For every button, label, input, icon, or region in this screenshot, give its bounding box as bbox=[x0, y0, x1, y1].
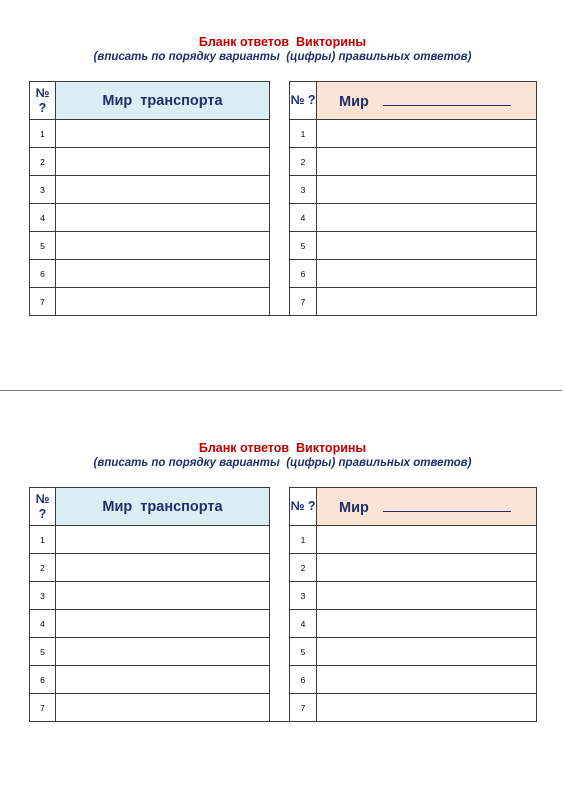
right-row-number: 6 bbox=[290, 260, 317, 288]
column-gap bbox=[270, 488, 290, 526]
right-answer-cell[interactable] bbox=[317, 288, 537, 316]
table-row bbox=[30, 638, 537, 666]
column-gap bbox=[270, 232, 290, 260]
right-answer-cell[interactable] bbox=[317, 148, 537, 176]
right-row-number: 5 bbox=[290, 232, 317, 260]
table-row bbox=[30, 582, 537, 610]
left-num-header: № ? bbox=[30, 82, 56, 120]
column-gap bbox=[270, 82, 290, 120]
table-row bbox=[30, 176, 537, 204]
table-row bbox=[30, 554, 537, 582]
column-gap bbox=[270, 288, 290, 316]
left-row-number: 3 bbox=[30, 176, 56, 204]
right-row-number: 3 bbox=[290, 582, 317, 610]
left-answer-cell[interactable] bbox=[56, 638, 270, 666]
table-row bbox=[30, 526, 537, 554]
right-row-number: 2 bbox=[290, 148, 317, 176]
left-answer-cell[interactable] bbox=[56, 260, 270, 288]
column-gap bbox=[270, 148, 290, 176]
right-answer-cell[interactable] bbox=[317, 610, 537, 638]
right-answer-cell[interactable] bbox=[317, 232, 537, 260]
column-gap bbox=[270, 666, 290, 694]
topic-blank-line[interactable] bbox=[383, 498, 511, 512]
right-num-header: № ? bbox=[290, 488, 317, 526]
cut-line-divider bbox=[0, 390, 562, 391]
left-answer-cell[interactable] bbox=[56, 526, 270, 554]
left-heading: Мир транспорта bbox=[56, 82, 270, 120]
column-gap bbox=[270, 120, 290, 148]
right-row-number: 3 bbox=[290, 176, 317, 204]
left-row-number: 2 bbox=[30, 554, 56, 582]
left-row-number: 3 bbox=[30, 582, 56, 610]
left-answer-cell[interactable] bbox=[56, 232, 270, 260]
right-heading-label: Мир bbox=[339, 499, 369, 516]
right-row-number: 6 bbox=[290, 666, 317, 694]
right-row-number: 7 bbox=[290, 694, 317, 722]
answer-table bbox=[29, 487, 537, 722]
right-answer-cell[interactable] bbox=[317, 120, 537, 148]
left-row-number: 4 bbox=[30, 204, 56, 232]
right-answer-cell[interactable] bbox=[317, 176, 537, 204]
table-row bbox=[30, 204, 537, 232]
left-row-number: 4 bbox=[30, 610, 56, 638]
table-row bbox=[30, 288, 537, 316]
left-answer-cell[interactable] bbox=[56, 610, 270, 638]
right-row-number: 1 bbox=[290, 526, 317, 554]
form-subtitle: (вписать по порядку варианты (цифры) правильных ответов) bbox=[93, 51, 472, 63]
right-answer-cell[interactable] bbox=[317, 554, 537, 582]
right-answer-cell[interactable] bbox=[317, 526, 537, 554]
left-answer-cell[interactable] bbox=[56, 666, 270, 694]
left-row-number: 5 bbox=[30, 638, 56, 666]
table-row bbox=[30, 610, 537, 638]
form-subtitle: (вписать по порядку варианты (цифры) правильных ответов) bbox=[93, 457, 472, 469]
column-gap bbox=[270, 526, 290, 554]
right-answer-cell[interactable] bbox=[317, 582, 537, 610]
column-gap bbox=[270, 610, 290, 638]
left-num-header: № ? bbox=[30, 488, 56, 526]
left-answer-cell[interactable] bbox=[56, 120, 270, 148]
left-answer-cell[interactable] bbox=[56, 694, 270, 722]
right-row-number: 1 bbox=[290, 120, 317, 148]
right-answer-cell[interactable] bbox=[317, 694, 537, 722]
right-heading bbox=[317, 488, 537, 526]
table-row bbox=[30, 232, 537, 260]
column-gap bbox=[270, 260, 290, 288]
column-gap bbox=[270, 638, 290, 666]
left-row-number: 6 bbox=[30, 666, 56, 694]
left-row-number: 2 bbox=[30, 148, 56, 176]
left-answer-cell[interactable] bbox=[56, 204, 270, 232]
right-heading-label: Мир bbox=[339, 93, 369, 110]
left-answer-cell[interactable] bbox=[56, 288, 270, 316]
column-gap bbox=[270, 204, 290, 232]
form-title: Бланк ответов Викторины bbox=[198, 441, 367, 455]
right-answer-cell[interactable] bbox=[317, 260, 537, 288]
column-gap bbox=[270, 554, 290, 582]
table-row bbox=[30, 666, 537, 694]
table-row bbox=[30, 260, 537, 288]
right-answer-cell[interactable] bbox=[317, 666, 537, 694]
table-row bbox=[30, 148, 537, 176]
left-answer-cell[interactable] bbox=[56, 554, 270, 582]
right-row-number: 4 bbox=[290, 204, 317, 232]
left-answer-cell[interactable] bbox=[56, 582, 270, 610]
right-row-number: 2 bbox=[290, 554, 317, 582]
right-answer-cell[interactable] bbox=[317, 638, 537, 666]
column-gap bbox=[270, 694, 290, 722]
left-answer-cell[interactable] bbox=[56, 148, 270, 176]
form-title: Бланк ответов Викторины bbox=[198, 35, 367, 49]
right-row-number: 5 bbox=[290, 638, 317, 666]
left-row-number: 1 bbox=[30, 120, 56, 148]
left-row-number: 7 bbox=[30, 694, 56, 722]
answer-table bbox=[29, 81, 537, 316]
right-heading bbox=[317, 82, 537, 120]
right-num-header: № ? bbox=[290, 82, 317, 120]
column-gap bbox=[270, 582, 290, 610]
left-row-number: 5 bbox=[30, 232, 56, 260]
table-row bbox=[30, 694, 537, 722]
left-answer-cell[interactable] bbox=[56, 176, 270, 204]
topic-blank-line[interactable] bbox=[383, 92, 511, 106]
right-row-number: 4 bbox=[290, 610, 317, 638]
right-row-number: 7 bbox=[290, 288, 317, 316]
column-gap bbox=[270, 176, 290, 204]
right-answer-cell[interactable] bbox=[317, 204, 537, 232]
left-heading: Мир транспорта bbox=[56, 488, 270, 526]
left-row-number: 6 bbox=[30, 260, 56, 288]
left-row-number: 7 bbox=[30, 288, 56, 316]
left-row-number: 1 bbox=[30, 526, 56, 554]
table-row bbox=[30, 120, 537, 148]
